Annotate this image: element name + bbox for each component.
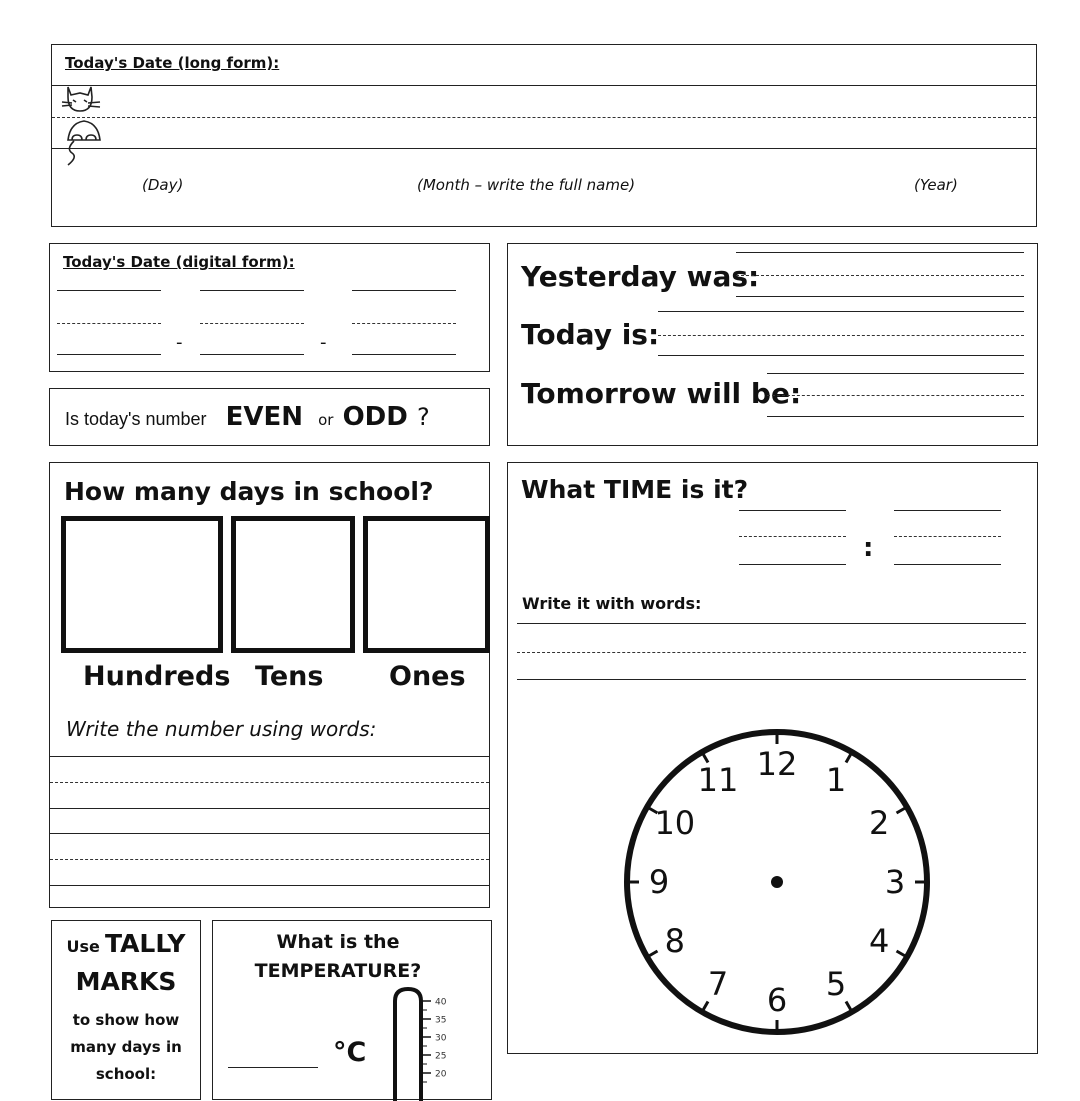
thermometer-tube bbox=[395, 989, 421, 1101]
digital-year-mid-line bbox=[352, 323, 456, 324]
tally-line-3: to show how bbox=[72, 1011, 180, 1029]
hundreds-label: Hundreds bbox=[83, 661, 231, 692]
tomorrow-top-line bbox=[767, 373, 1024, 374]
temperature-section bbox=[212, 920, 492, 1100]
today-top-line bbox=[658, 311, 1024, 312]
digital-date-section bbox=[49, 243, 490, 372]
time-hours-field[interactable] bbox=[739, 564, 846, 565]
long-date-base-line[interactable] bbox=[52, 148, 1036, 149]
yesterday-label: Yesterday was: bbox=[521, 260, 760, 293]
time-colon: : bbox=[863, 533, 874, 563]
yesterday-top-line bbox=[736, 252, 1024, 253]
thermometer-label-20: 20 bbox=[435, 1069, 447, 1080]
even-odd-section bbox=[49, 388, 490, 446]
long-date-section bbox=[51, 44, 1037, 227]
clock-number-8: 8 bbox=[664, 922, 685, 960]
digital-month-mid-line bbox=[200, 323, 304, 324]
even-odd-question bbox=[65, 402, 430, 432]
today-label: Today is: bbox=[521, 318, 660, 351]
month-caption: (Month – write the full name) bbox=[417, 176, 636, 194]
tally-use-word: Use bbox=[66, 937, 100, 956]
even-odd-prefix: Is today's number bbox=[65, 409, 207, 429]
tomorrow-mid-line bbox=[767, 395, 1024, 396]
or-word: or bbox=[318, 411, 334, 429]
digital-day-field[interactable] bbox=[57, 354, 161, 355]
temperature-line-2: TEMPERATURE? bbox=[254, 960, 422, 982]
time-minutes-field[interactable] bbox=[894, 564, 1001, 565]
digital-month-top-line bbox=[200, 290, 304, 291]
digital-separator-2: - bbox=[320, 332, 327, 353]
thermometer-icon bbox=[389, 985, 459, 1101]
clock-number-3: 3 bbox=[884, 863, 906, 901]
tally-word: TALLY bbox=[104, 929, 186, 958]
days-of-week-section bbox=[507, 243, 1038, 446]
yesterday-field[interactable] bbox=[736, 296, 1024, 297]
time-title: What TIME is it? bbox=[521, 475, 749, 504]
clock-number-9: 9 bbox=[648, 863, 670, 901]
yesterday-mid-line bbox=[736, 275, 1024, 276]
number-words-line-3 bbox=[50, 833, 489, 834]
ones-box[interactable] bbox=[363, 516, 490, 653]
clock-number-7: 7 bbox=[707, 965, 729, 1004]
clock-number-6: 6 bbox=[766, 981, 788, 1019]
tens-box[interactable] bbox=[231, 516, 355, 653]
temperature-unit: °C bbox=[333, 1037, 367, 1068]
time-words-field[interactable] bbox=[517, 679, 1026, 680]
temperature-field[interactable] bbox=[228, 1067, 318, 1068]
clock-number-11: 11 bbox=[697, 760, 739, 799]
long-date-label: Today's Date (long form): bbox=[65, 54, 280, 72]
digital-day-mid-line bbox=[57, 323, 161, 324]
digital-month-field[interactable] bbox=[200, 354, 304, 355]
odd-option[interactable]: ODD bbox=[342, 402, 408, 432]
digital-day-top-line bbox=[57, 290, 161, 291]
tally-line-4: many days in bbox=[70, 1038, 182, 1056]
tally-line-5: school: bbox=[95, 1065, 157, 1083]
digital-separator-1: - bbox=[176, 332, 183, 353]
time-minutes-mid-line bbox=[894, 536, 1001, 537]
question-mark: ? bbox=[416, 403, 430, 431]
tomorrow-label: Tomorrow will be: bbox=[521, 377, 802, 410]
long-date-top-line bbox=[52, 85, 1036, 86]
number-words-field-1[interactable] bbox=[50, 808, 489, 809]
time-minutes-top-line bbox=[894, 510, 1001, 511]
tally-marks-word: MARKS bbox=[75, 967, 177, 996]
hundreds-box[interactable] bbox=[61, 516, 223, 653]
thermometer-scale bbox=[422, 998, 447, 1083]
clock-number-2: 2 bbox=[869, 804, 890, 842]
today-mid-line bbox=[658, 335, 1024, 336]
day-caption: (Day) bbox=[142, 176, 184, 194]
clock-center-dot bbox=[771, 876, 783, 888]
clock-number-1: 1 bbox=[825, 760, 847, 799]
tens-label: Tens bbox=[255, 661, 324, 692]
thermometer-label-35: 35 bbox=[435, 1015, 447, 1026]
clock-face[interactable] bbox=[622, 727, 932, 1037]
tally-heading bbox=[52, 929, 200, 958]
number-words-line-1 bbox=[50, 756, 489, 757]
year-caption: (Year) bbox=[914, 176, 958, 194]
long-date-mid-line bbox=[52, 117, 1036, 118]
tally-section bbox=[51, 920, 201, 1100]
digital-year-field[interactable] bbox=[352, 354, 456, 355]
clock-number-12: 12 bbox=[756, 745, 798, 783]
time-hours-top-line bbox=[739, 510, 846, 511]
number-words-line-4 bbox=[50, 859, 489, 860]
today-field[interactable] bbox=[658, 355, 1024, 356]
even-option[interactable]: EVEN bbox=[225, 402, 304, 432]
thermometer-label-25: 25 bbox=[435, 1051, 447, 1062]
number-words-prompt: Write the number using words: bbox=[66, 717, 377, 741]
clock-number-5: 5 bbox=[825, 965, 847, 1004]
time-words-line-1 bbox=[517, 623, 1026, 624]
digital-date-label: Today's Date (digital form): bbox=[63, 253, 295, 271]
time-hours-mid-line bbox=[739, 536, 846, 537]
clock-number-10: 10 bbox=[654, 804, 696, 842]
ones-label: Ones bbox=[389, 661, 466, 692]
clock-number-4: 4 bbox=[869, 922, 890, 960]
number-words-line-2 bbox=[50, 782, 489, 783]
time-words-line-2 bbox=[517, 652, 1026, 653]
days-in-school-title: How many days in school? bbox=[64, 477, 434, 506]
digital-year-top-line bbox=[352, 290, 456, 291]
time-section bbox=[507, 462, 1038, 1054]
thermometer-label-40: 40 bbox=[435, 997, 447, 1008]
thermometer-label-30: 30 bbox=[435, 1033, 447, 1044]
tomorrow-field[interactable] bbox=[767, 416, 1024, 417]
temperature-line-1: What is the bbox=[276, 931, 400, 953]
days-in-school-section bbox=[49, 462, 490, 908]
cat-mouse-icon bbox=[58, 83, 110, 173]
time-words-prompt: Write it with words: bbox=[522, 594, 702, 613]
number-words-field-2[interactable] bbox=[50, 885, 489, 886]
